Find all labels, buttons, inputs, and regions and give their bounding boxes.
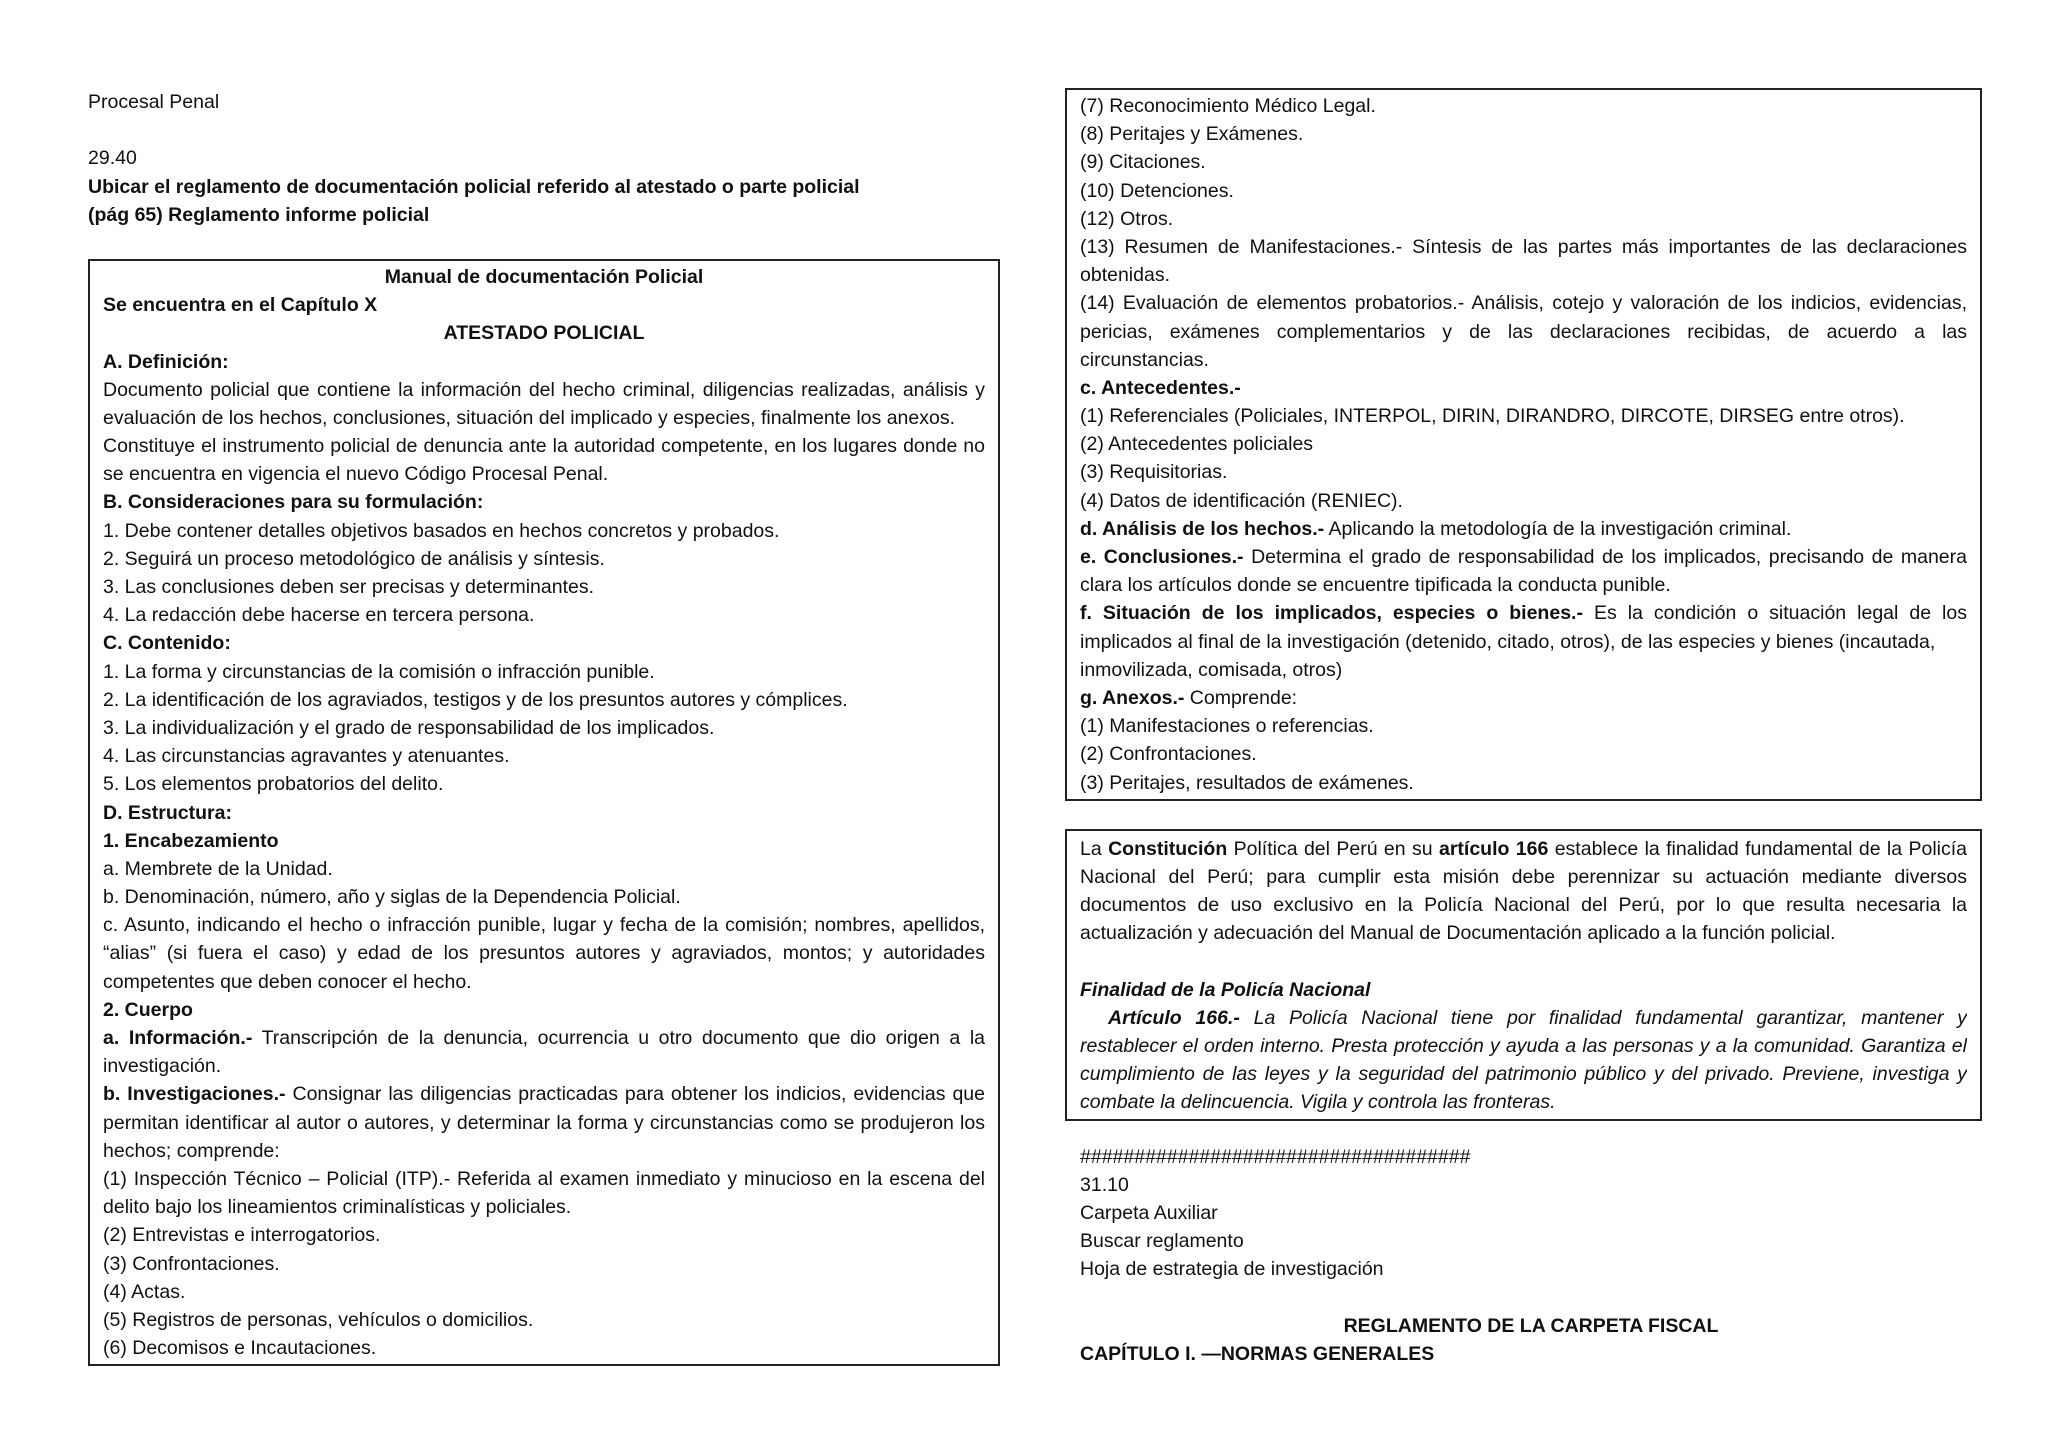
manual-title: Manual de documentación Policial xyxy=(384,265,704,288)
list-item: b. Denominación, número, año y siglas de la Dependencia Policial. xyxy=(103,886,681,909)
list-item: 3. Las conclusiones deben ser precisas y determinantes. xyxy=(103,576,595,598)
itp-line: delito bajo los lineamientos criminalísticas y policiales. xyxy=(103,1196,572,1219)
structure-heading: D. Estructura: xyxy=(103,801,232,824)
list-item: (7) Reconocimiento Médico Legal. xyxy=(1080,95,1376,117)
constitution-line: documentos de uso exclusivo en la Policía Nacional del Perú, por lo que resulta necesaria la xyxy=(1080,894,1967,917)
annexes-line xyxy=(1080,684,1967,712)
list-item: 2. Seguirá un proceso metodológico de análisis y síntesis. xyxy=(103,547,605,570)
footer-notes xyxy=(1065,1143,1982,1369)
list-item: (9) Citaciones. xyxy=(1080,151,1206,174)
definition-line: se encuentra en vigencia el nuevo Código Procesal Penal. xyxy=(103,463,609,486)
summary-line: (13) Resumen de Manifestaciones.- Síntesis de las partes más importantes de las declaraciones xyxy=(1080,235,1967,258)
analysis-label: d. Análisis de los hechos.- xyxy=(1080,517,1325,540)
constitution-box xyxy=(1065,829,1982,1121)
article-text: La Policía Nacional tiene por finalidad fundamental garantizar, mantener y xyxy=(1239,1006,1967,1029)
list-item: 4. Las circunstancias agravantes y atenuantes. xyxy=(103,745,510,768)
subject-line: c. Asunto, indicando el hecho o infracción punible, lugar y fecha de la comisión; nombres, apellidos, xyxy=(103,914,985,937)
list-item: (1) Manifestaciones o referencias. xyxy=(1080,715,1374,738)
police-purpose-heading: Finalidad de la Policía Nacional xyxy=(1080,978,1371,1001)
note-line: Hoja de estrategia de investigación xyxy=(1080,1258,1384,1281)
constitution-term: Constitución xyxy=(1108,837,1228,860)
evaluation-line: circunstancias. xyxy=(1080,348,1209,371)
analysis-text: Aplicando la metodología de la investigación criminal. xyxy=(1324,517,1792,540)
definition-line: evaluación de los hechos, conclusiones, situación del implicado y especies, finalmente los anexos. xyxy=(103,406,955,429)
information-line: investigación. xyxy=(103,1055,222,1078)
annexes-label: g. Anexos.- xyxy=(1080,686,1185,709)
article-label: Artículo 166.- xyxy=(1108,1006,1240,1029)
list-item: 2. La identificación de los agraviados, testigos y de los presuntos autores y cómplices. xyxy=(103,688,848,711)
background-heading: c. Antecedentes.- xyxy=(1080,376,1241,399)
item-number: 29.40 xyxy=(88,147,137,170)
definition-line: Constituye el instrumento policial de denuncia ante la autoridad competente, en los lugares donde no xyxy=(103,435,985,458)
constitution-text: Política del Perú en su xyxy=(1227,837,1439,860)
item-number: 31.10 xyxy=(1080,1173,1129,1196)
separator: #################################### xyxy=(1080,1145,1471,1168)
definition-line: Documento policial que contiene la información del hecho criminal, diligencias realizadas, análisis y xyxy=(103,378,985,401)
constitution-text: La xyxy=(1080,837,1109,860)
constitution-line: Nacional del Perú; para cumplir esta misión debe perennizar su actuación mediante diversos xyxy=(1080,865,1967,888)
conclusions-line xyxy=(1080,543,1967,571)
task-line-2: (pág 65) Reglamento informe policial xyxy=(88,203,430,226)
investigations-text: Consignar las diligencias practicadas para obtener los indicios, evidencias que xyxy=(285,1083,985,1106)
list-item: 1. Debe contener detalles objetivos basados en hechos concretos y probados. xyxy=(103,519,780,542)
continuation-box xyxy=(1065,88,1982,801)
regulation-title: REGLAMENTO DE LA CARPETA FISCAL xyxy=(1343,1314,1719,1337)
header-section-heading: 1. Encabezamiento xyxy=(103,829,279,852)
situation-line xyxy=(1080,599,1967,627)
article-line: combate la delincuencia. Vigila y controla las fronteras. xyxy=(1080,1091,1556,1114)
considerations-heading: B. Consideraciones para su formulación: xyxy=(103,491,484,514)
itp-line: (1) Inspección Técnico – Policial (ITP).- Referida al examen inmediato y minucioso en la escena del xyxy=(103,1167,985,1190)
list-item: (2) Confrontaciones. xyxy=(1080,743,1257,766)
manual-box xyxy=(88,259,1000,1366)
manual-subtitle: ATESTADO POLICIAL xyxy=(443,322,645,345)
constitution-line: actualización y adecuación del Manual de Documentación aplicado a la función policial. xyxy=(1080,922,1836,945)
article-line: restablecer el orden interno. Presta protección y ayuda a las personas y a la comunidad. Garantiza el xyxy=(1080,1035,1967,1057)
article-line: cumplimiento de las leyes y la seguridad del patrimonio público y del privado. Previene, investiga y xyxy=(1080,1063,1967,1086)
conclusions-label: e. Conclusiones.- xyxy=(1080,546,1244,568)
situation-label: f. Situación de los implicados, especies o bienes.- xyxy=(1080,602,1583,625)
situation-line: implicados al final de la investigación (detenido, citado, otros), de las especies y bienes (incautada, xyxy=(1080,630,1936,653)
constitution-text: establece la finalidad fundamental de la Policía xyxy=(1548,837,1967,860)
list-item: (8) Peritajes y Exámenes. xyxy=(1080,123,1304,146)
list-item: (3) Requisitorias. xyxy=(1080,461,1228,484)
conclusions-text: Determina el grado de responsabilidad de los implicados, precisando de manera xyxy=(1243,546,1967,568)
chapter-heading: CAPÍTULO I. —NORMAS GENERALES xyxy=(1080,1342,1435,1365)
list-item: (2) Antecedentes policiales xyxy=(1080,433,1314,456)
investigations-label: b. Investigaciones.- xyxy=(103,1083,286,1106)
situation-text: Es la condición o situación legal de los xyxy=(1582,602,1967,625)
conclusions-line: clara los artículos donde se encuentre tipificada la conducta punible. xyxy=(1080,574,1671,597)
list-item: (2) Entrevistas e interrogatorios. xyxy=(103,1224,381,1247)
subject-line: “alias” (si fuera el caso) y edad de los presuntos autores y agraviados, montos; y autoridades xyxy=(103,942,985,965)
note-line: Buscar reglamento xyxy=(1080,1230,1244,1253)
list-item: 1. La forma y circunstancias de la comisión o infracción punible. xyxy=(103,660,655,683)
list-item: (1) Referenciales (Policiales, INTERPOL, DIRIN, DIRANDRO, DIRCOTE, DIRSEG entre otros). xyxy=(1080,405,1905,428)
body-section-heading: 2. Cuerpo xyxy=(103,998,193,1021)
list-item: (3) Confrontaciones. xyxy=(103,1252,280,1275)
task-line-1: Ubicar el reglamento de documentación policial referido al atestado o parte policial xyxy=(88,175,860,198)
right-column xyxy=(1065,88,1982,1368)
note-line: Carpeta Auxiliar xyxy=(1080,1201,1218,1224)
evaluation-line: pericias, exámenes complementarios y de las declaraciones recibidas, de acuerdo a las xyxy=(1080,320,1967,343)
situation-line: inmovilizada, comisada, otros) xyxy=(1080,658,1343,681)
content-heading: C. Contenido: xyxy=(103,632,231,655)
list-item: (6) Decomisos e Incautaciones. xyxy=(103,1337,377,1360)
manual-location: Se encuentra en el Capítulo X xyxy=(103,294,378,317)
constitution-line xyxy=(1080,835,1967,863)
definition-heading: A. Definición: xyxy=(103,350,229,373)
list-item: (12) Otros. xyxy=(1080,207,1174,230)
list-item: 3. La individualización y el grado de responsabilidad de los implicados. xyxy=(103,716,715,739)
left-column xyxy=(88,88,1000,1366)
information-text: Transcripción de la denuncia, ocurrencia u otro documento que dio origen a la xyxy=(252,1027,985,1049)
list-item: (5) Registros de personas, vehículos o domicilios. xyxy=(103,1308,534,1331)
annexes-text: Comprende: xyxy=(1184,686,1298,709)
information-line xyxy=(103,1024,985,1052)
investigations-line xyxy=(103,1080,985,1108)
list-item: (4) Actas. xyxy=(103,1280,186,1303)
list-item: (3) Peritajes, resultados de exámenes. xyxy=(1080,771,1414,794)
summary-line: obtenidas. xyxy=(1080,264,1170,287)
information-label: a. Información.- xyxy=(103,1027,253,1049)
article-line xyxy=(1080,1004,1967,1032)
evaluation-line: (14) Evaluación de elementos probatorios.- Análisis, cotejo y valoración de los indicios, evidencias, xyxy=(1080,292,1967,315)
list-item: 4. La redacción debe hacerse en tercera persona. xyxy=(103,604,535,627)
list-item: (4) Datos de identificación (RENIEC). xyxy=(1080,489,1403,512)
list-item: (10) Detenciones. xyxy=(1080,179,1234,202)
subject-line: competentes que deben conocer el hecho. xyxy=(103,970,472,993)
list-item: a. Membrete de la Unidad. xyxy=(103,857,333,880)
investigations-line: permitan identificar al autor o autores, y determinar la forma y circunstancias como se produjeron los xyxy=(103,1111,985,1134)
article-reference: artículo 166 xyxy=(1438,837,1549,860)
list-item: 5. Los elementos probatorios del delito. xyxy=(103,773,444,796)
analysis-line xyxy=(1080,515,1967,543)
investigations-line: hechos; comprende: xyxy=(103,1139,280,1162)
course-name: Procesal Penal xyxy=(88,91,220,113)
